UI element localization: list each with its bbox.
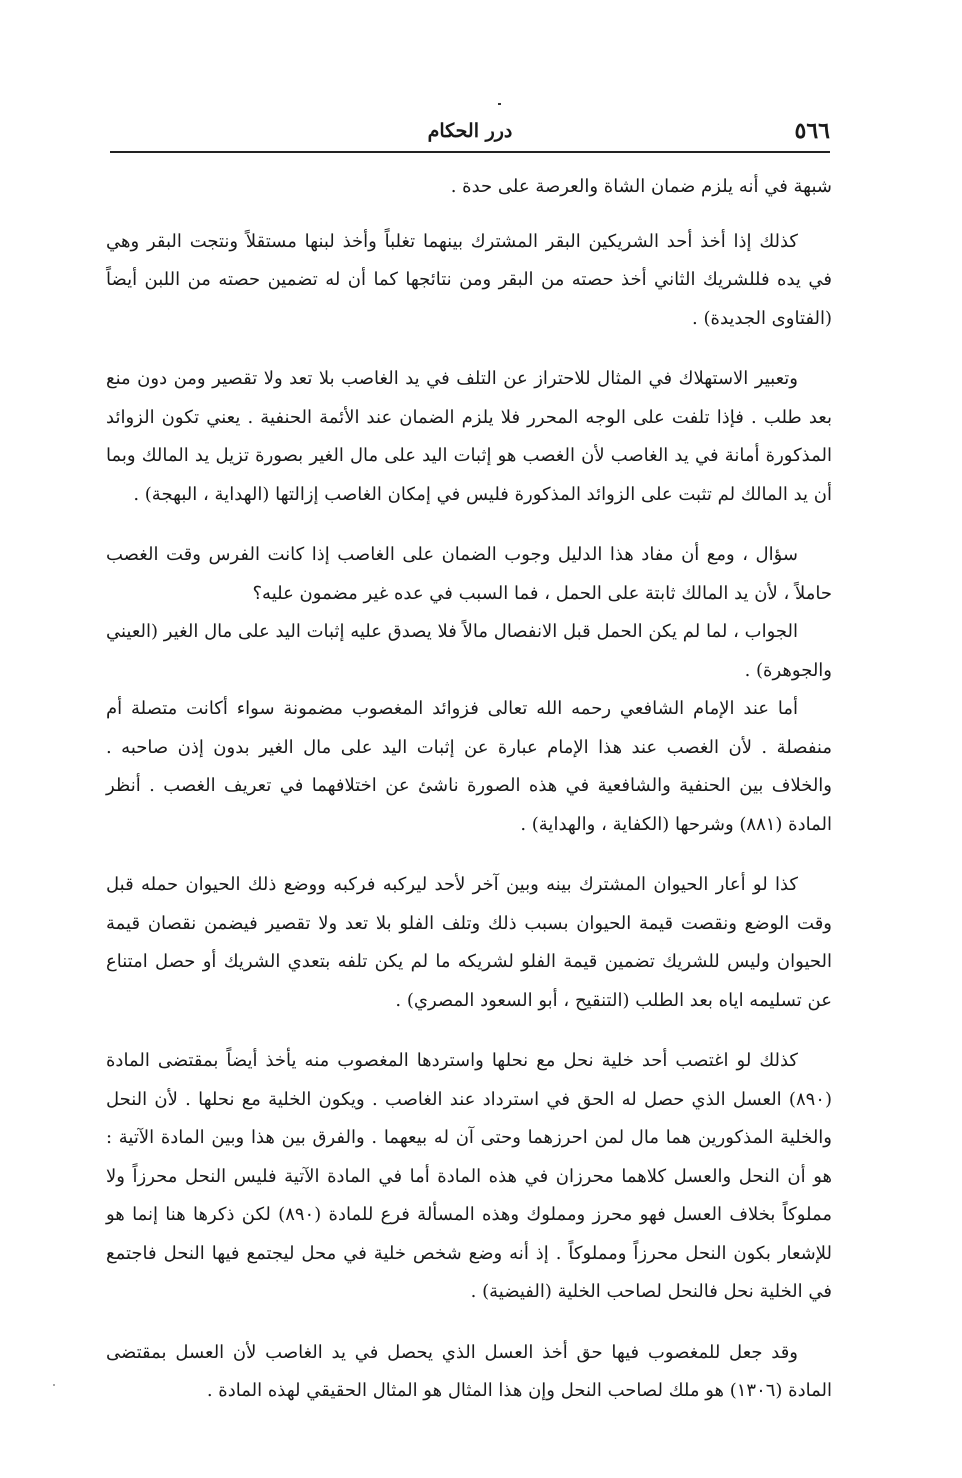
running-title: درر الحكام (427, 120, 513, 142)
paragraph-gap (106, 514, 832, 536)
header-divider (110, 151, 830, 153)
printing-mark (498, 103, 501, 105)
paragraph-4: سؤال ، ومع أن مفاد هذا الدليل وجوب الضمان على الغاصب إذا كانت الفرس وقت الغصب حاملاً ، لأن يد المالك ثابتة على الحمل ، فما السبب في عده غير مضمون عليه؟ (106, 544, 832, 604)
paragraph-gap (106, 844, 832, 866)
paragraph-gap (106, 1020, 832, 1042)
paragraph-6: أما عند الإمام الشافعي رحمه الله تعالى فزوائد المغصوب مضمونة سواء أكانت متصلة أم منفصلة . لأن الغصب عند هذا الإمام عبارة عن إثبات اليد على مال الغير بدون إذن صاحبه . والخلاف بين الحنفية والشافعية في هذه الصورة ناشئ عن اختلافهما في تعريف الغصب . أنظر المادة (٨٨١) وشرحها (الكفاية ، والهداية) . (106, 698, 832, 835)
paragraph-2: كذلك إذا أخذ أحد الشريكين البقر المشترك بينهما تغلباً وأخذ لبنها مستقلاً ونتجت البقر وهي في يده فللشريك الثاني أخذ حصته من البقر ومن نتائجها كما أن له تضمين حصته من اللبن أيضاً (الفتاوى الجديدة) . (106, 230, 832, 329)
paragraph-8: كذلك لو اغتصب أحد خلية نحل مع نحلها واستردها المغصوب منه يأخذ أيضاً بمقتضى المادة (٨٩٠) العسل الذي حصل له الحق في استرداد عند الغاصب . ويكون الخلية مع نحلها . لأن النحل والخلية المذكورين هما مال لمن احرزهما وحتى آن له بيعهما . والفرق بين هذا وبين المادة الآتية : هو أن النحل والعسل كلاهما محرزان في هذه المادة أما في المادة الآتية فليس النحل محرزاً ولا مملوكاً بخلاف العسل فهو محرز ومملوك وهذه المسألة فرع للمادة (٨٩٠) لكن ذكرها هنا إنما هو للإشعار بكون النحل محرزاً ومملوكاً . إذ أنه وضع شخص خلية في محل ليجتمع فيها النحل فاجتمع في الخلية نحل فالنحل لصاحب الخلية (الفيضية) . (106, 1050, 832, 1302)
paragraph-gap (106, 338, 832, 360)
page-number: ٥٦٦ (794, 118, 830, 144)
paragraph-3: وتعبير الاستهلاك في المثال للاحتراز عن التلف في يد الغاصب بلا تعد ولا تقصير ومن دون منع بعد طلب . فإذا تلفت على الوجه المحرر فلا يلزم الضمان عند الأئمة الحنفية . يعني تكون الزوائد المذكورة أمانة في يد الغاصب لأن الغصب هو إثبات اليد على مال الغير بصورة تزيل يد المالك وبما أن يد المالك لم تثبت على الزوائد المذكورة فليس في إمكان الغاصب إزالتها (الهداية ، البهجة) . (106, 368, 832, 505)
paragraph-9: وقد جعل للمغصوب فيها حق أخذ العسل الذي يحصل في يد الغاصب لأن العسل بمقتضى المادة (١٣٠٦) هو ملك لصاحب النحل وإن هذا المثال هو المثال الحقيقي لهذه المادة . (106, 1341, 832, 1401)
paragraph-gap (106, 207, 832, 223)
paragraph-5: الجواب ، لما لم يكن الحمل قبل الانفصال مالاً فلا يصدق عليه إثبات اليد على مال الغير (العيني والجوهرة) . (106, 621, 832, 681)
paragraph-1: شبهة في أنه يلزم ضمان الشاة والعرصة على حدة . (450, 176, 832, 197)
scan-speck (53, 1384, 55, 1386)
body-text (106, 168, 832, 1411)
paragraph-gap (106, 1312, 832, 1334)
paragraph-7: كذا لو أعار الحيوان المشترك بينه وبين آخر لأحد ليركبه فركبه ووضع ذلك الحيوان حمله قبل وقت الوضع ونقصت قيمة الحيوان بسبب ذلك وتلف الفلو بلا تعد ولا تقصير فيضمن نقصان قيمة الحيوان وليس للشريك تضمين قيمة الفلو لشريكه ما لم يكن تلفه بتعدي الشريك أو حصل امتناع عن تسليمه اياه بعد الطلب (التنقيح ، أبو السعود المصري) . (106, 874, 832, 1011)
page-header (110, 112, 830, 152)
